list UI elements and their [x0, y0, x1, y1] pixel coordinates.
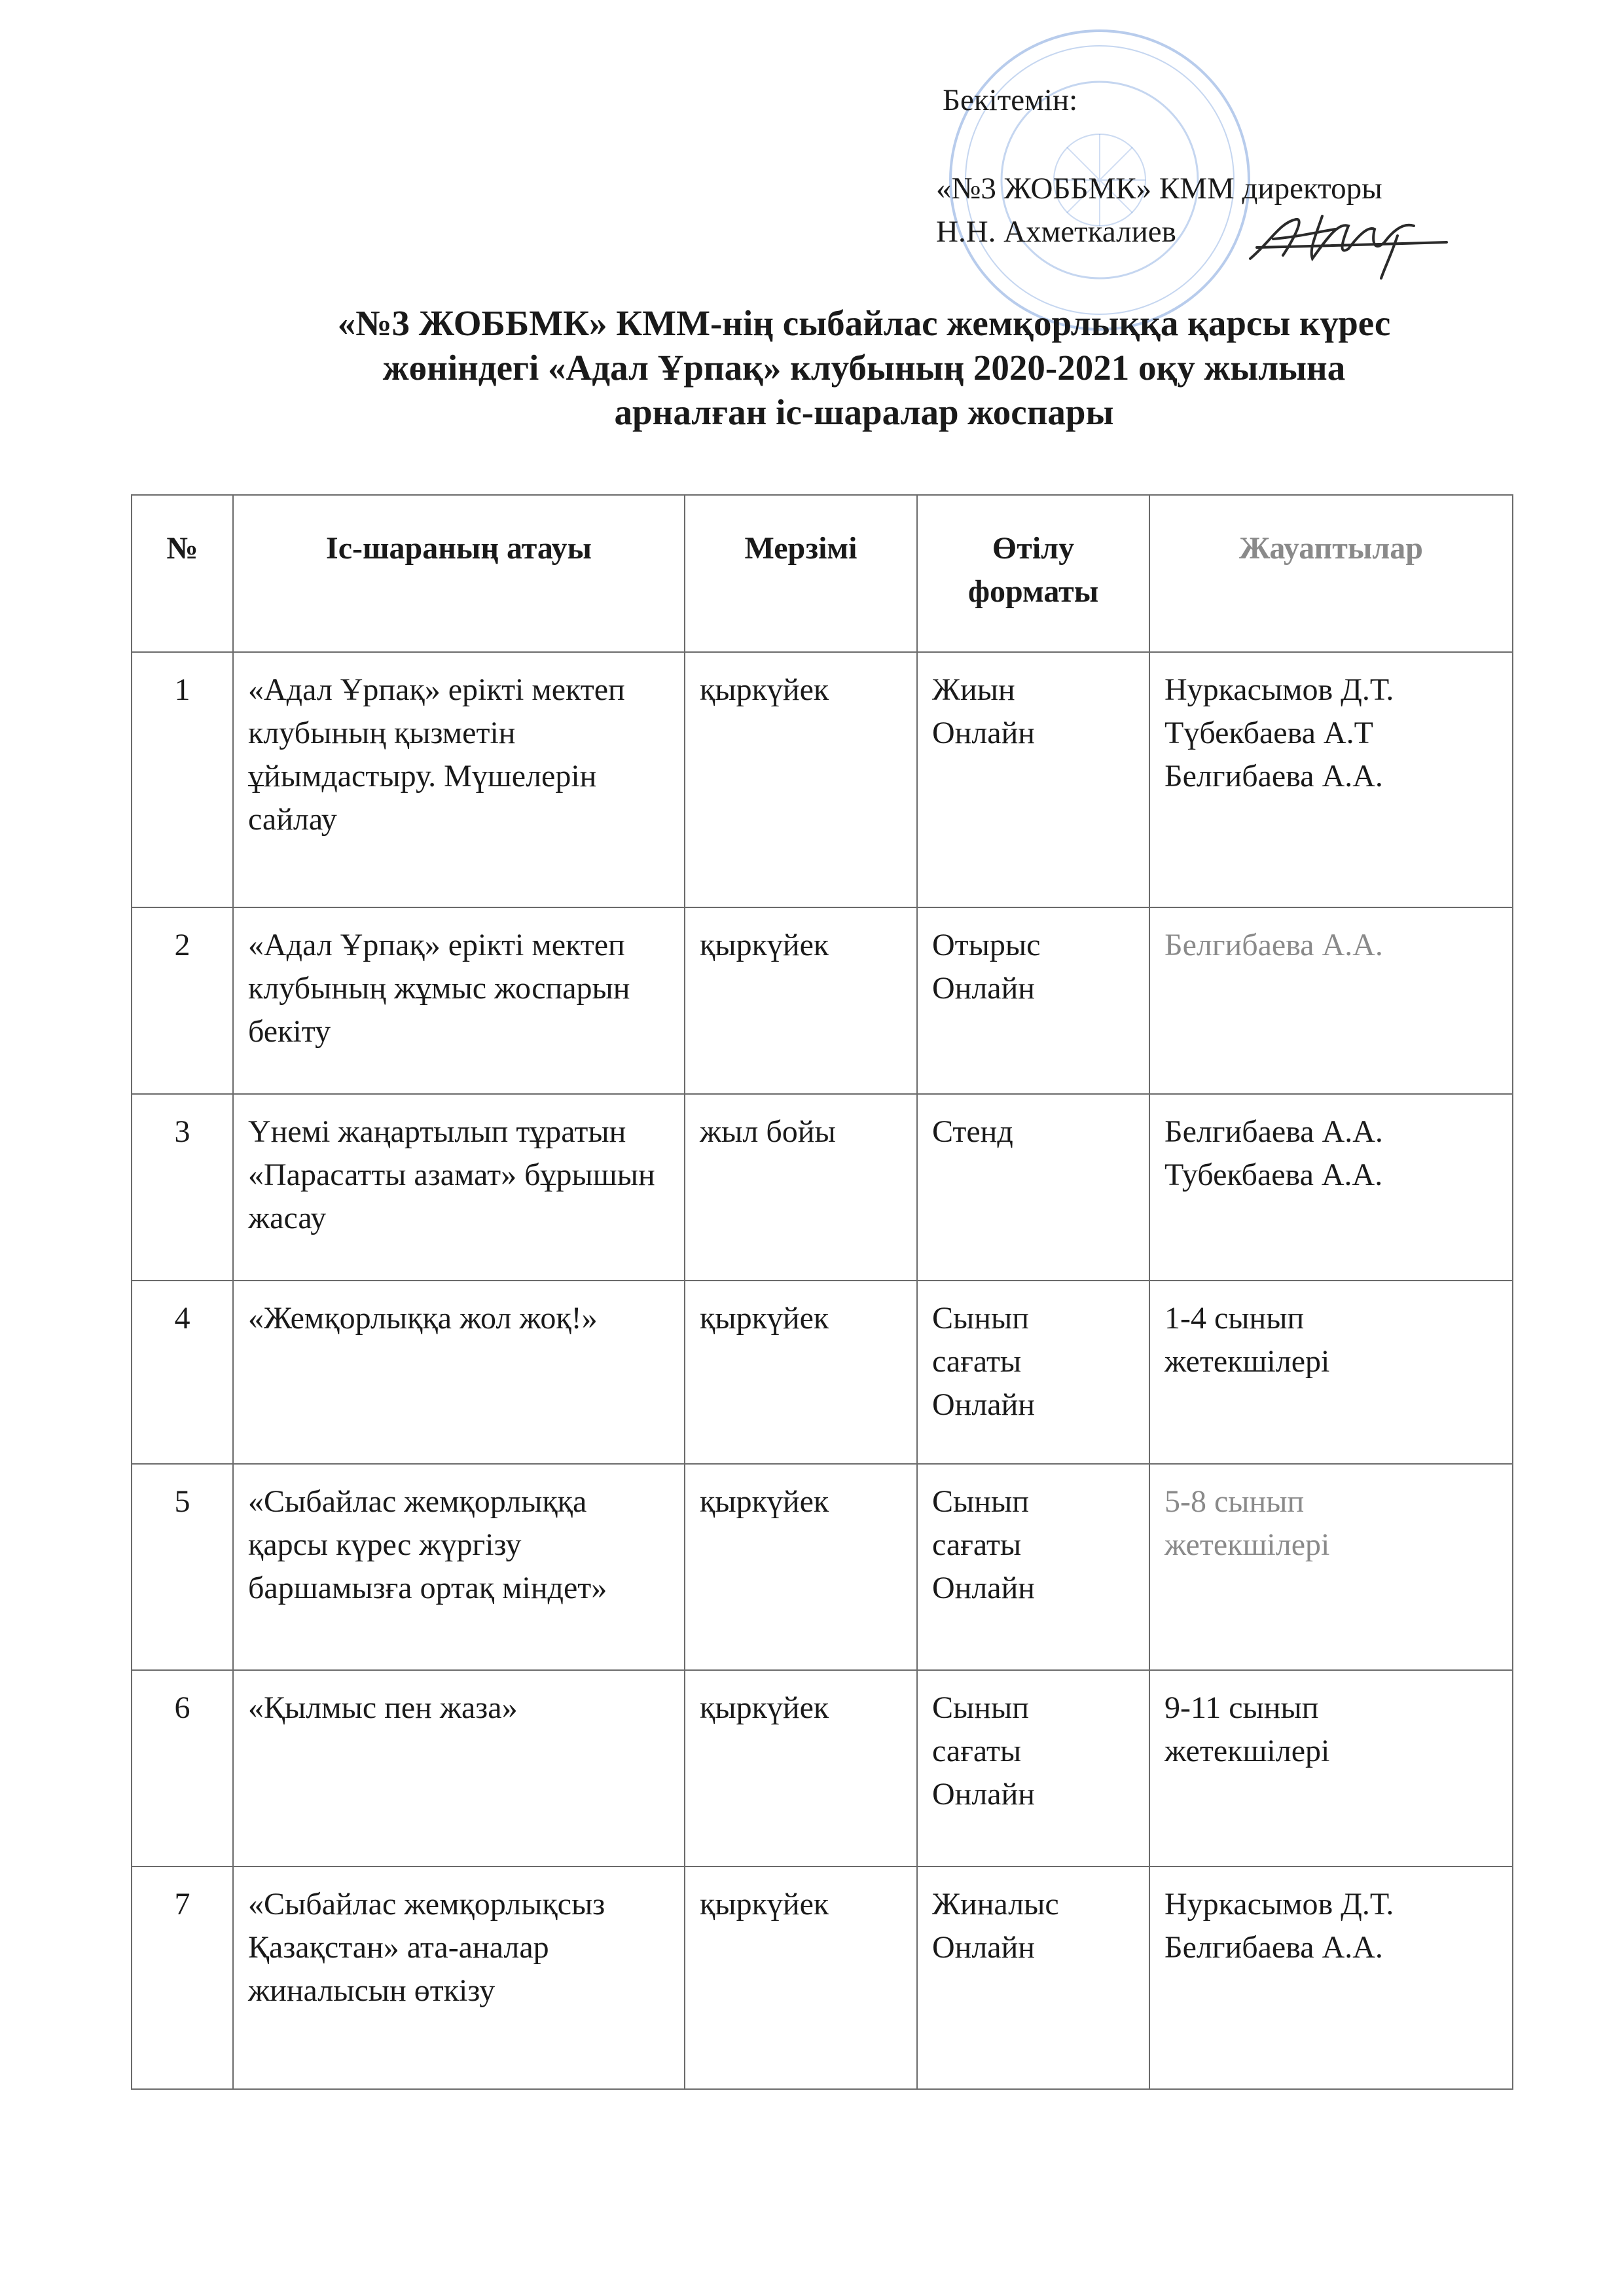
row-event-name: «Қылмыс пен жаза» — [233, 1670, 685, 1867]
row-number: 7 — [132, 1867, 233, 2089]
row-number: 3 — [132, 1094, 233, 1281]
row-format: Сынып сағаты Онлайн — [917, 1281, 1149, 1464]
table-row — [132, 1670, 1513, 1867]
document-title — [216, 301, 1512, 435]
title-line-1: «№3 ЖОББМК» КММ-нің сыбайлас жемқорлыққа қарсы күрес — [337, 303, 1391, 343]
table-row — [132, 1281, 1513, 1464]
table-row — [132, 1094, 1513, 1281]
row-event-name: «Жемқорлыққа жол жоқ!» — [233, 1281, 685, 1464]
row-number: 5 — [132, 1464, 233, 1670]
row-responsible: 5-8 сынып жетекшілері — [1149, 1464, 1513, 1670]
row-term: қыркүйек — [685, 1281, 917, 1464]
table-row — [132, 1464, 1513, 1670]
director-signature — [1244, 196, 1453, 282]
row-event-name: Үнемі жаңартылып тұратын «Парасатты азамат» бұрышын жасау — [233, 1094, 685, 1281]
row-responsible: 1-4 сынып жетекшілері — [1149, 1281, 1513, 1464]
row-format: Сынып сағаты Онлайн — [917, 1670, 1149, 1867]
row-term: қыркүйек — [685, 1464, 917, 1670]
row-responsible: Нуркасымов Д.Т. Белгибаева А.А. — [1149, 1867, 1513, 2089]
title-line-2: жөніндегі «Адал Ұрпақ» клубының 2020-2021 оқу жылына — [382, 348, 1346, 388]
approval-label: Бекітемін: — [943, 83, 1078, 117]
approval-director-name: Н.Н. Ахметкалиев — [936, 215, 1176, 249]
row-event-name: «Адал Ұрпақ» ерікті мектеп клубының жұмыс жоспарын бекіту — [233, 907, 685, 1094]
header-term: Мерзімі — [685, 495, 917, 652]
table-row — [132, 907, 1513, 1094]
header-number: № — [132, 495, 233, 652]
row-responsible: Белгибаева А.А. Тубекбаева А.А. — [1149, 1094, 1513, 1281]
row-event-name: «Адал Ұрпақ» ерікті мектеп клубының қызметін ұйымдастыру. Мүшелерін сайлау — [233, 652, 685, 907]
row-responsible: Нуркасымов Д.Т. Түбекбаева А.Т Белгибаева А.А. — [1149, 652, 1513, 907]
row-format: Сынып сағаты Онлайн — [917, 1464, 1149, 1670]
header-format: Өтілу форматы — [917, 495, 1149, 652]
table-row — [132, 1867, 1513, 2089]
row-event-name: «Сыбайлас жемқорлыққа қарсы күрес жүргізу баршамызға ортақ міндет» — [233, 1464, 685, 1670]
row-format: Стенд — [917, 1094, 1149, 1281]
row-event-name: «Сыбайлас жемқорлықсыз Қазақстан» ата-аналар жиналысын өткізу — [233, 1867, 685, 2089]
row-term: жыл бойы — [685, 1094, 917, 1281]
row-term: қыркүйек — [685, 1670, 917, 1867]
row-format: Жиын Онлайн — [917, 652, 1149, 907]
table-row — [132, 652, 1513, 907]
row-responsible: 9-11 сынып жетекшілері — [1149, 1670, 1513, 1867]
row-format: Жиналыс Онлайн — [917, 1867, 1149, 2089]
row-number: 6 — [132, 1670, 233, 1867]
header-event-name: Іс-шараның атауы — [233, 495, 685, 652]
title-line-3: арналған іс-шаралар жоспары — [614, 392, 1114, 432]
header-responsible: Жауаптылар — [1149, 495, 1513, 652]
row-responsible: Белгибаева А.А. — [1149, 907, 1513, 1094]
row-number: 1 — [132, 652, 233, 907]
row-number: 4 — [132, 1281, 233, 1464]
approval-position: «№3 ЖОББМК» КММ директоры — [936, 172, 1382, 206]
row-term: қыркүйек — [685, 907, 917, 1094]
row-term: қыркүйек — [685, 1867, 917, 2089]
table-header-row — [132, 495, 1513, 652]
row-format: Отырыс Онлайн — [917, 907, 1149, 1094]
events-plan-table — [131, 494, 1513, 2090]
row-term: қыркүйек — [685, 652, 917, 907]
row-number: 2 — [132, 907, 233, 1094]
